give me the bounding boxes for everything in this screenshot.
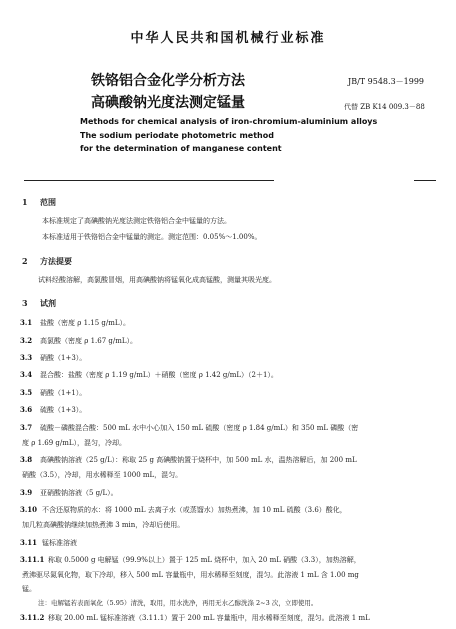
reagent-text: 锰标准溶液	[42, 539, 77, 547]
section-3-title: 试剂	[40, 298, 56, 308]
note: 注：电解锰若表面氧化（5.95）清洗，取用，用水洗净，再用无水乙醇洗涤 2~3 次，立即使用。	[38, 599, 318, 607]
section-2-title: 方法提要	[40, 256, 72, 266]
reagent-text-continued: 硝酸（3.5），冷却，用水稀释至 1000 mL，混匀。	[22, 471, 183, 479]
replaces-standard: 代替 ZB K14 009.3－88	[344, 103, 425, 111]
reagent-number: 3.2	[20, 336, 33, 345]
title-english-line2: The sodium periodate photometric method	[80, 131, 274, 140]
title-chinese-line2: 高碘酸钠光度法测定锰量	[91, 95, 245, 111]
reagent-text: 高碘酸钠溶液（25 g/L）：称取 25 g 高碘酸钠置于烧杯中，加 500 mL 水，温热溶解后，加 200 mL	[40, 456, 357, 464]
title-english-line3: for the determination of manganese content	[80, 144, 282, 153]
divider-right	[414, 180, 436, 181]
reagent-text: 不含还原物质的水：将 1000 mL 去离子水（或蒸馏水）加热煮沸，加 10 mL 硫酸（3.6）酸化，	[42, 506, 347, 514]
reagent-number: 3.7	[20, 423, 33, 432]
reagent-text: 亚硝酸钠溶液（5 g/L）。	[40, 489, 118, 497]
reagent-text: 硫酸（1+3）。	[40, 406, 87, 414]
reagent-number: 3.10	[20, 505, 38, 514]
reagent-text: 硝酸（1+3）。	[40, 354, 87, 362]
reagent-number: 3.5	[20, 388, 33, 397]
reagent-text: 硝酸（1+1）。	[40, 389, 87, 397]
reagent-number: 3.11.1	[20, 555, 45, 564]
section-3-number: 3	[22, 298, 28, 308]
scope-line-1: 本标准规定了高碘酸钠光度法测定铁铬铝合金中锰量的方法。	[42, 217, 231, 225]
title-chinese-line1: 铁铬铝合金化学分析方法	[91, 73, 245, 89]
reagent-number: 3.1	[20, 318, 33, 327]
reagent-text: 盐酸（密度 ρ 1.15 g/mL）。	[40, 319, 131, 327]
reagent-text-continued: 度 ρ 1.69 g/mL），混匀，冷却。	[22, 439, 127, 447]
section-1-number: 1	[22, 197, 28, 207]
standard-solution-line-3: 锰。	[22, 585, 36, 593]
section-2-number: 2	[22, 256, 28, 266]
reagent-number: 3.8	[20, 455, 33, 464]
reagent-text: 硫酸－磷酸混合酸：500 mL 水中小心加入 150 mL 硫酸（密度 ρ 1.84 g/mL）和 350 mL 磷酸（密	[40, 424, 359, 432]
reagent-number: 3.3	[20, 353, 33, 362]
standard-solution-line-1: 称取 0.5000 g 电解锰（99.9%以上）置于 125 mL 烧杯中，加入 20 mL 硝酸（3.3），加热溶解，	[48, 556, 361, 564]
reagent-text-continued: 加几粒高碘酸钠继续加热煮沸 3 min，冷却后使用。	[22, 521, 185, 529]
standard-solution-line-2: 煮沸驱尽氮氧化物，取下冷却，移入 500 mL 容量瓶中，用水稀释至刻度，混匀。此溶液 1 mL 含 1.00 mg	[22, 571, 359, 579]
reagent-number: 3.11	[20, 538, 38, 547]
reagent-text: 混合酸：盐酸（密度 ρ 1.19 g/mL）＋硝酸（密度 ρ 1.42 g/mL）（2＋1）。	[40, 371, 278, 379]
scope-line-2: 本标准适用于铁铬铝合金中锰量的测定。测定范围：0.05%～1.00%。	[42, 233, 262, 241]
reagent-number: 3.11.2	[20, 613, 45, 622]
principle-line-1: 试料经酸溶解，高氯酸冒烟，用高碘酸钠将锰氧化成高锰酸，测量其吸光度。	[38, 276, 276, 284]
section-1-title: 范围	[40, 197, 56, 207]
standard-header: 中华人民共和国机械行业标准	[130, 31, 326, 46]
reagent-number: 3.9	[20, 488, 33, 497]
title-english-line1: Methods for chemical analysis of iron-chromium-aluminium alloys	[80, 117, 378, 126]
standard-number: JB/T 9548.3－1999	[348, 77, 425, 86]
reagent-number: 3.4	[20, 370, 33, 379]
divider-left	[24, 180, 274, 181]
reagent-text: 高氯酸（密度 ρ 1.67 g/mL）。	[40, 337, 138, 345]
standard-solution-line-4: 移取 20.00 mL 锰标准溶液（3.11.1）置于 200 mL 容量瓶中，用水稀释至刻度，混匀。此溶液 1 mL	[48, 614, 370, 622]
reagent-number: 3.6	[20, 405, 33, 414]
